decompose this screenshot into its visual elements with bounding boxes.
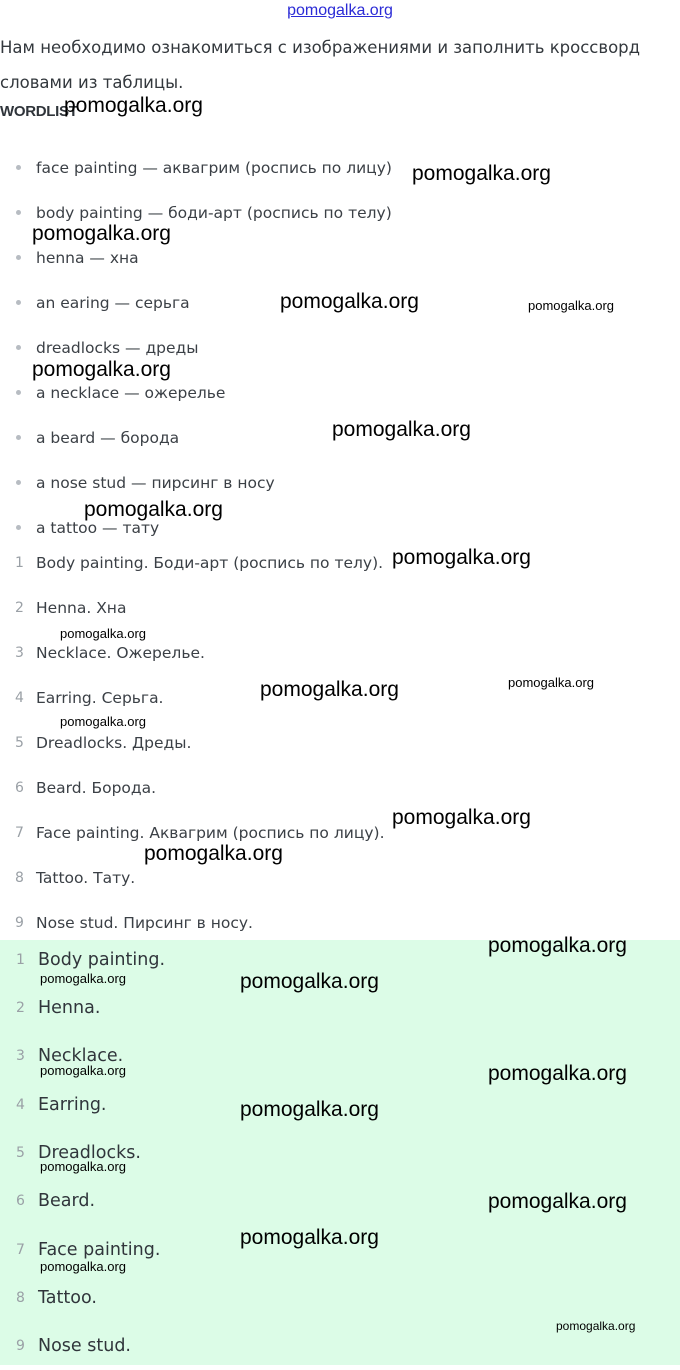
wordlist-entry: a beard — борода [36,428,180,447]
bullet-icon [16,210,21,215]
watermark: pomogalka.org [40,971,126,986]
list-item [0,235,680,280]
wordlist-entry: body painting — боди-арт (роспись по телу) [36,203,392,222]
watermark: pomogalka.org [32,222,171,245]
list-item [0,1081,680,1129]
list-item [0,585,680,630]
watermark: pomogalka.org [40,1259,126,1274]
list-item [0,145,680,190]
wordlist-entry: henna — хна [36,248,139,267]
list-item [0,415,680,460]
answer-text: Beard. [38,1191,96,1211]
list-item [0,1226,680,1274]
item-number: 2 [15,599,24,616]
watermark: pomogalka.org [392,806,531,829]
item-number: 9 [15,914,24,931]
answer-text: Tattoo. [38,1288,97,1308]
item-text: Dreadlocks. Дреды. [36,733,192,752]
list-item [0,540,680,585]
item-text: Nose stud. Пирсинг в носу. [36,913,253,932]
list-item [0,984,680,1032]
wordlist-heading: WORDLIST [0,103,78,120]
wordlist-entry: dreadlocks — дреды [36,338,199,357]
answer-text: Nose stud. [38,1336,131,1356]
answer-text: Body painting. [38,950,166,970]
bullet-icon [16,435,21,440]
bullet-icon [16,300,21,305]
watermark: pomogalka.org [144,842,283,865]
item-number: 4 [16,1097,25,1113]
list-item [0,720,680,765]
wordlist-entry: face painting — аквагрим (роспись по лицу) [36,158,392,177]
item-text: Body painting. Боди-арт (роспись по телу). [36,553,384,572]
watermark: pomogalka.org [412,162,551,185]
wordlist-entry: an earing — серьга [36,293,190,312]
list-item [0,936,680,984]
answer-text: Henna. [38,998,101,1018]
list-item [0,630,680,675]
bullet-icon [16,525,21,530]
list-item [0,675,680,720]
item-number: 5 [16,1145,25,1161]
item-number: 1 [16,952,25,968]
item-number: 6 [15,779,24,796]
list-item [0,855,680,900]
watermark: pomogalka.org [240,970,379,993]
list-item [0,325,680,370]
list-item [0,190,680,235]
wordlist-entry: a tattoo — тату [36,518,160,537]
watermark: pomogalka.org [60,626,146,641]
list-item [0,1322,680,1370]
item-number: 9 [16,1338,25,1354]
wordlist-entry: a nose stud — пирсинг в носу [36,473,275,492]
watermark: pomogalka.org [488,934,627,957]
watermark: pomogalka.org [508,675,594,690]
watermark: pomogalka.org [488,1062,627,1085]
bullet-icon [16,390,21,395]
answer-text: Dreadlocks. [38,1143,141,1163]
wordlist-entry: a necklace — ожерелье [36,383,226,402]
watermark: pomogalka.org [240,1098,379,1121]
answer-text: Necklace. [38,1046,124,1066]
item-number: 3 [15,644,24,661]
watermark: pomogalka.org [84,498,223,521]
list-item [0,765,680,810]
watermark: pomogalka.org [332,418,471,441]
bullet-icon [16,345,21,350]
item-number: 6 [16,1193,25,1209]
watermark: pomogalka.org [488,1190,627,1213]
item-number: 5 [15,734,24,751]
item-text: Tattoo. Тату. [36,868,136,887]
item-number: 4 [15,689,24,706]
watermark: pomogalka.org [392,546,531,569]
item-number: 1 [15,554,24,571]
item-number: 8 [16,1290,25,1306]
bullet-icon [16,165,21,170]
watermark: pomogalka.org [60,714,146,729]
item-text: Beard. Борода. [36,778,157,797]
list-item [0,1032,680,1080]
list-item [0,1177,680,1225]
bullet-icon [16,480,21,485]
item-text: Earring. Серьга. [36,688,164,707]
watermark: pomogalka.org [240,1226,379,1249]
watermark: pomogalka.org [260,678,399,701]
watermark: pomogalka.org [32,358,171,381]
list-item [0,460,680,505]
list-item [0,810,680,855]
item-number: 3 [16,1048,25,1064]
item-text: Face painting. Аквагрим (роспись по лицу). [36,823,385,842]
answer-text: Face painting. [38,1240,161,1260]
item-number: 8 [15,869,24,886]
item-text: Henna. Хна [36,598,127,617]
watermark: pomogalka.org [40,1063,126,1078]
item-number: 2 [16,1000,25,1016]
watermark: pomogalka.org [280,290,419,313]
item-number: 7 [16,1242,25,1258]
list-item [0,1274,680,1322]
item-text: Necklace. Ожерелье. [36,643,205,662]
list-item [0,280,680,325]
watermark: pomogalka.org [556,1319,636,1333]
watermark: pomogalka.org [64,94,203,117]
bullet-icon [16,255,21,260]
site-link[interactable]: pomogalka.org [287,2,393,19]
list-item [0,1129,680,1177]
watermark: pomogalka.org [528,298,614,313]
answer-text: Earring. [38,1095,107,1115]
item-number: 7 [15,824,24,841]
intro-text: Нам необходимо ознакомиться с изображениями и заполнить кроссворд словами из таблицы. [0,38,641,92]
list-item [0,370,680,415]
answer-panel [0,940,680,1365]
watermark: pomogalka.org [40,1159,126,1174]
